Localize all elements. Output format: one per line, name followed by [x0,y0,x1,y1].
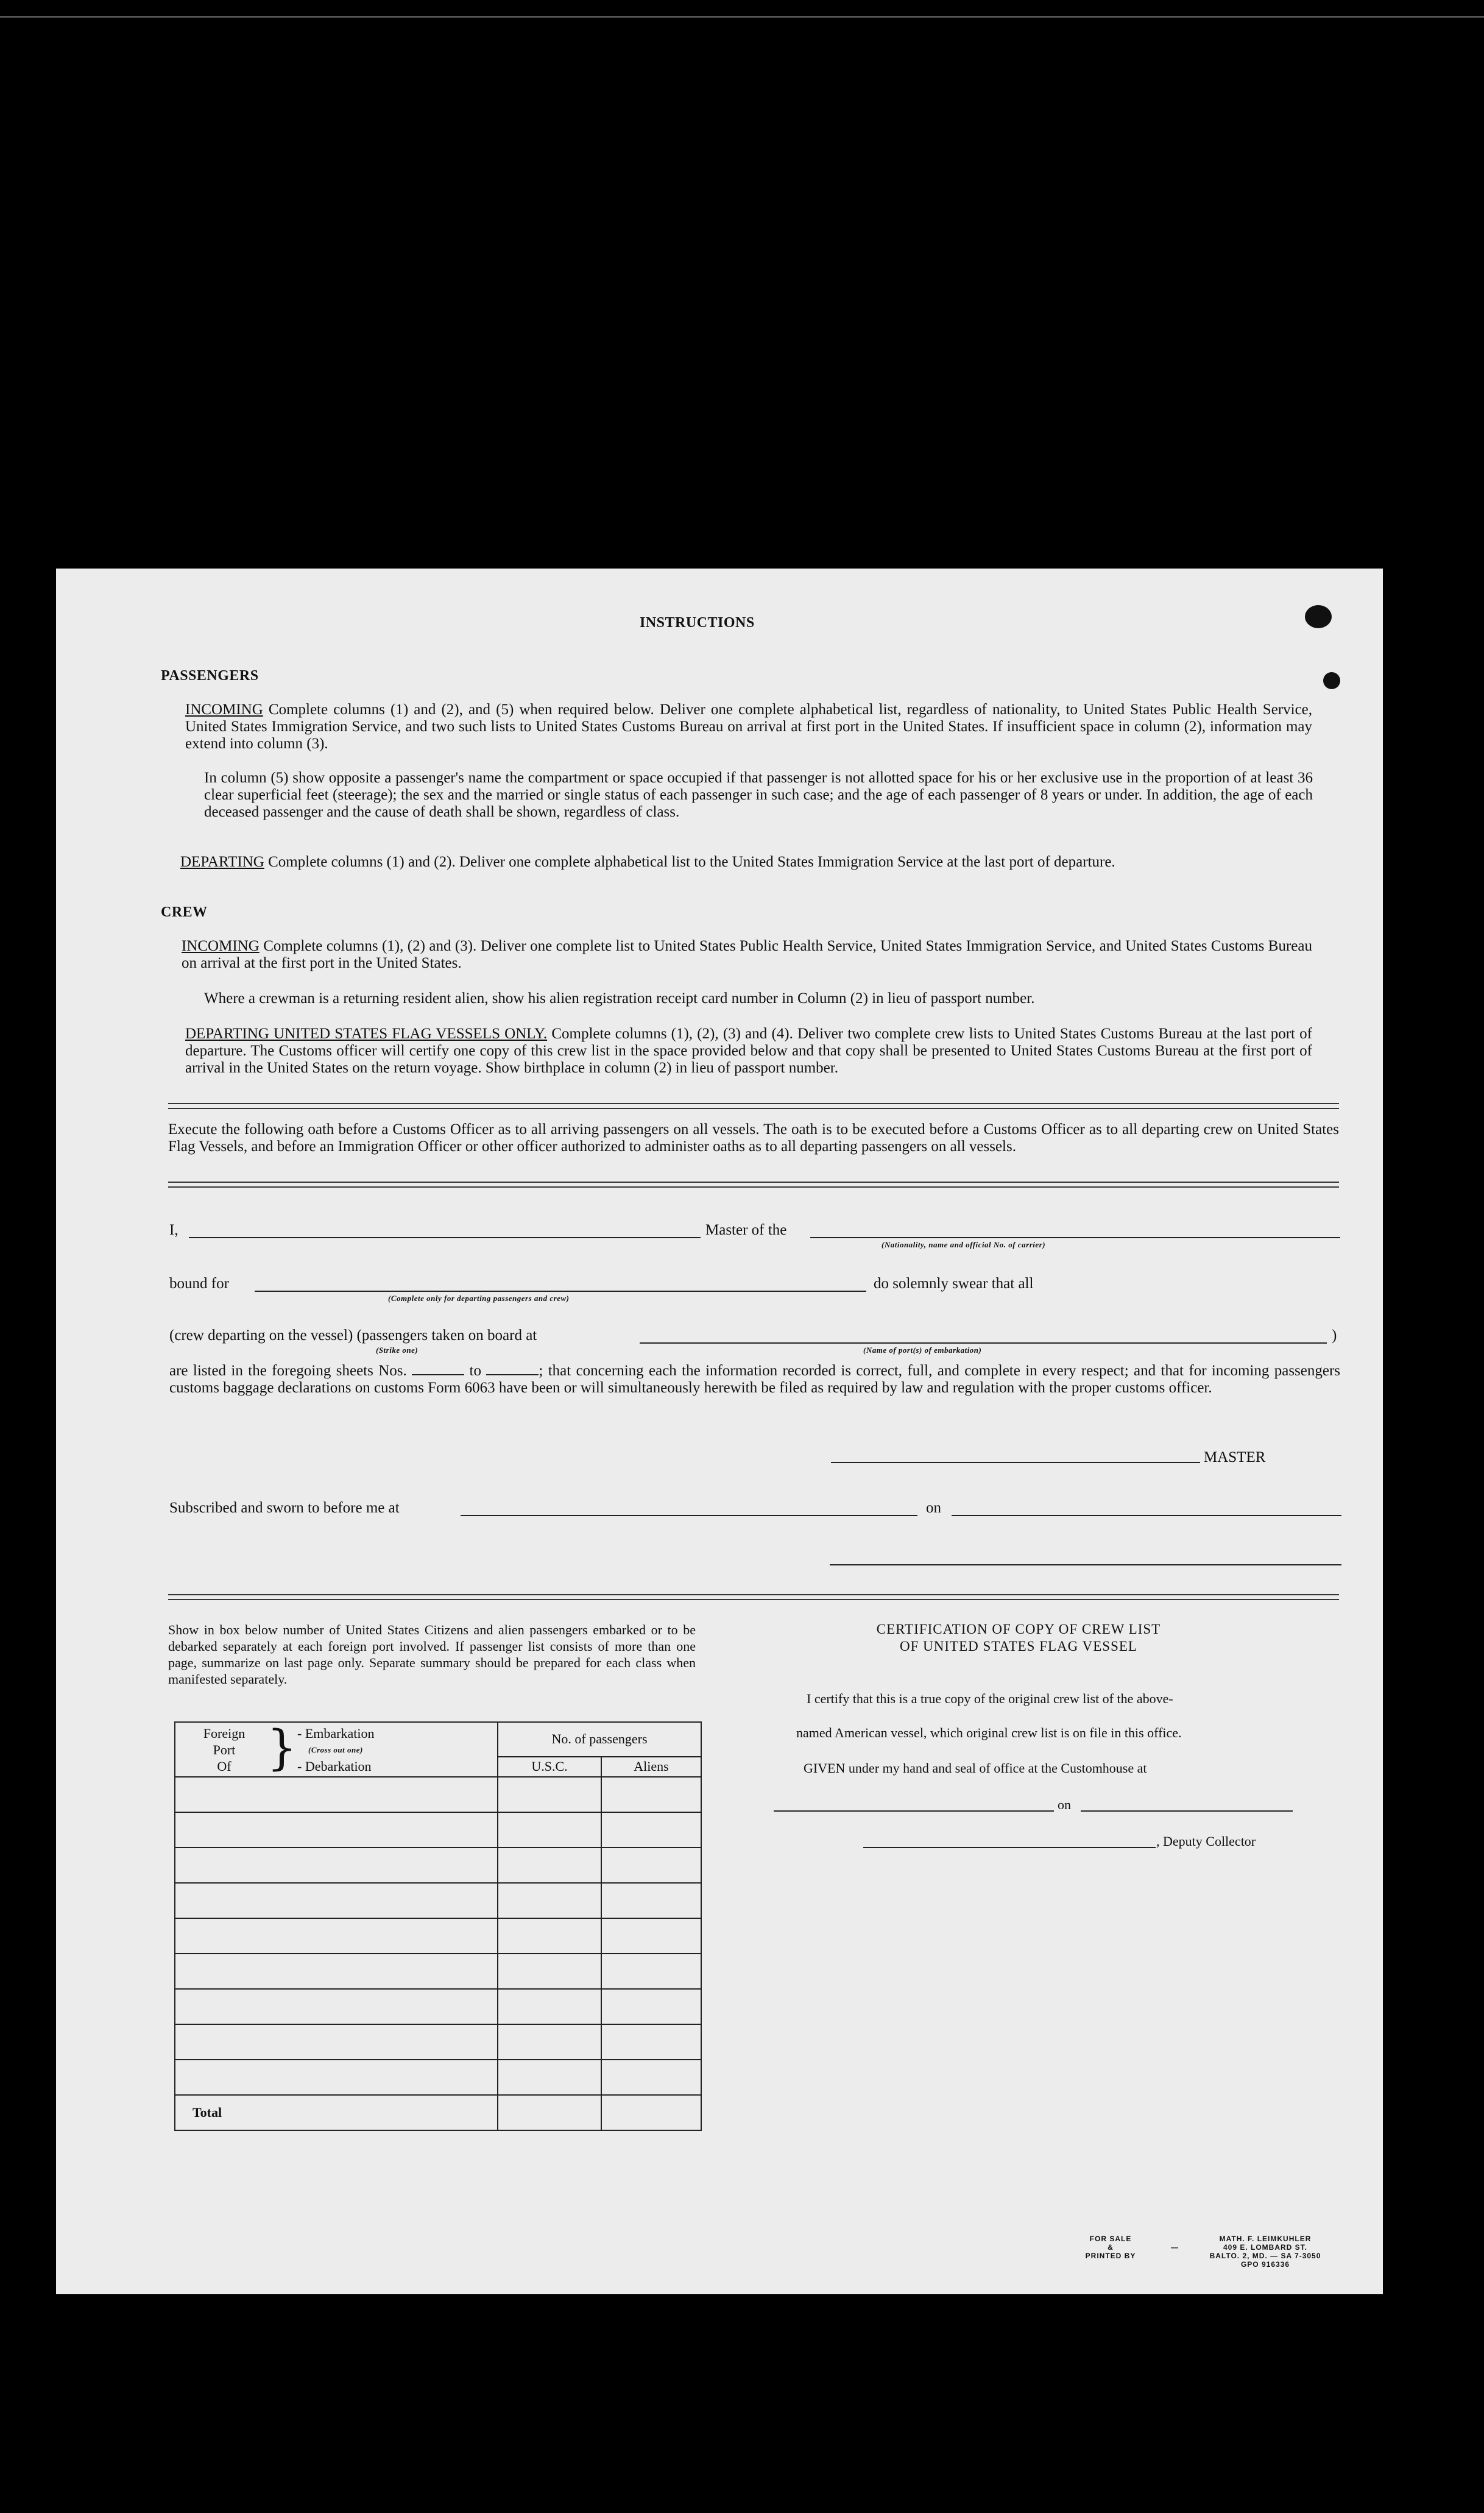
bound-for-caption: (Complete only for departing passengers and crew) [388,1294,570,1303]
certification-line-1: I certify that this is a true copy of the original crew list of the above- [807,1691,1173,1706]
film-edge-line [0,16,1484,18]
passengers-incoming-label: INCOMING [185,701,263,718]
certification-title-line-2: OF UNITED STATES FLAG VESSEL [900,1639,1137,1654]
port-cell[interactable] [175,1848,498,1883]
port-header-cell [175,1722,498,1777]
passengers-departing-text: Complete columns (1) and (2). Deliver one complete alphabetical list to the United States Immigration Service at the last port of departure. [268,854,1115,870]
crew-incoming-text: Complete columns (1), (2) and (3). Deliver one complete list to United States Public Health Service, United States Immigration Service, and United States Customs Bureau on arrival at the first port in the United States. [182,938,1312,971]
port-cell[interactable] [175,1812,498,1848]
usc-cell[interactable] [498,1954,601,1989]
sworn-on-label: on [926,1500,941,1516]
divider-rule [168,1594,1339,1600]
aliens-cell[interactable] [601,1848,701,1883]
aliens-cell[interactable] [601,1812,701,1848]
table-row [175,1848,701,1883]
summary-instructions: Show in box below number of United States Citizens and alien passengers embarked or to be debarked separately at each foreign port involved. If passenger list consists of more than one page, summarize on last page only. Separate summary should be prepared for each class when manifested separately. [168,1622,696,1687]
vessel-field-line[interactable] [810,1237,1340,1238]
aliens-header: Aliens [601,1757,701,1778]
usc-cell[interactable] [498,1812,601,1848]
table-row [175,1989,701,2024]
divider-rule [168,1103,1339,1109]
table-row [175,1777,701,1812]
port-label: Port [213,1742,236,1757]
oath-instructions: Execute the following oath before a Customs Officer as to all arriving passengers on all vessels. The oath is to be executed before a Customs Officer as to all departing crew on United States Flag Vessels, and before an Immigration Officer or other officer authorized to administer oaths as to all departing passengers on all vessels. [168,1121,1339,1155]
aliens-cell[interactable] [601,2024,701,2060]
master-signature-line[interactable] [831,1462,1200,1463]
usc-cell[interactable] [498,1848,601,1883]
aliens-cell[interactable] [601,1883,701,1918]
strike-one-caption: (Strike one) [376,1345,419,1355]
listed-to-label: to [469,1363,481,1379]
port-cell[interactable] [175,1989,498,2024]
sheet-to-field[interactable] [486,1374,539,1375]
of-label: Of [217,1759,231,1774]
certification-date-field-line[interactable] [1081,1810,1293,1812]
aliens-cell[interactable] [601,1989,701,2024]
crew-incoming-paragraph [182,938,1312,972]
subscribed-text: Subscribed and sworn to before me at [169,1500,400,1516]
usc-cell[interactable] [498,2024,601,2060]
footer-printed-by: PRINTED BY [1085,2252,1136,2260]
table-row [175,1883,701,1918]
curly-brace-icon: } [267,1721,297,1776]
passengers-incoming-paragraph [185,701,1312,753]
footer-ampersand: & [1108,2243,1114,2252]
passengers-departing-paragraph [180,854,1312,871]
passengers-heading: PASSENGERS [161,668,259,684]
embarkation-label: - Embarkation [297,1726,375,1741]
port-cell[interactable] [175,1777,498,1812]
footer-printer-city: BALTO. 2, MD. — SA 7-3050 [1209,2252,1321,2260]
embarkation-port-field-line[interactable] [640,1342,1327,1344]
crew-resident-paragraph: Where a crewman is a returning resident alien, show his alien registration receipt card number in Column (2) in lieu of passport number. [204,990,1035,1007]
sworn-date-field-line[interactable] [952,1515,1341,1516]
port-cell[interactable] [175,2060,498,2095]
total-row [175,2095,701,2130]
passenger-summary-table [174,1721,702,2131]
hole-punch [1323,672,1340,689]
debarkation-label: - Debarkation [297,1759,372,1774]
sworn-place-field-line[interactable] [461,1515,917,1516]
close-paren: ) [1332,1327,1337,1344]
footer-for-sale: FOR SALE [1089,2235,1132,2243]
port-cell[interactable] [175,1918,498,1954]
footer-printer-street: 409 E. LOMBARD ST. [1223,2243,1308,2252]
deputy-collector-label: , Deputy Collector [1156,1834,1256,1849]
certification-title [781,1621,1256,1655]
listed-text-start: are listed in the foregoing sheets Nos. [169,1363,407,1379]
form-page [56,569,1383,2294]
table-row [175,1918,701,1954]
page-title: INSTRUCTIONS [640,615,755,631]
passengers-incoming-text: Complete columns (1) and (2), and (5) when required below. Deliver one complete alphabetical list, regardless of nationality, to United States Public Health Service, United States Immigration Service, and two such lists to United States Customs Bureau on arrival at first port in the United States. If insufficient space in column (2), information may extend into column (3). [185,701,1313,752]
usc-total-cell[interactable] [498,2095,601,2130]
name-field-line[interactable] [189,1237,701,1238]
customhouse-field-line[interactable] [774,1810,1054,1812]
crew-passengers-text: (crew departing on the vessel) (passengers taken on board at [169,1327,537,1344]
total-label: Total [175,2095,498,2130]
table-row [175,1812,701,1848]
aliens-cell[interactable] [601,1918,701,1954]
usc-cell[interactable] [498,1883,601,1918]
ink-blot [1305,605,1332,628]
crew-heading: CREW [161,904,208,920]
aliens-cell[interactable] [601,2060,701,2095]
aliens-cell[interactable] [601,1777,701,1812]
usc-header: U.S.C. [498,1757,601,1778]
footer-left [1083,2235,1138,2260]
table-row [175,1954,701,1989]
port-caption: (Name of port(s) of embarkation) [863,1345,982,1355]
bound-for-field-line[interactable] [255,1291,866,1292]
sheet-from-field[interactable] [412,1374,464,1375]
certification-on-label: on [1058,1797,1071,1812]
master-of-label: Master of the [705,1222,787,1238]
listed-paragraph [169,1363,1340,1397]
cross-out-caption: (Cross out one) [308,1745,363,1754]
crew-departing-text: Complete columns (1), (2), (3) and (4). Deliver two complete crew lists to United States Customs Bureau at the last port of departure. The Customs officer will certify one copy of this crew list in the space provided below and that copy shall be presented to United States Customs Bureau at the first port of arrival in the United States on the return voyage. Show birthplace in column (2) in lieu of passport number. [185,1026,1312,1076]
footer-printer-name: MATH. F. LEIMKUHLER [1219,2235,1312,2243]
passengers-column5-paragraph: In column (5) show opposite a passenger's name the compartment or space occupied if that passenger is not allotted space for his or her exclusive use in the proportion of at least 36 clear superficial feet (steerage); the sex and the married or single status of each passenger in such case; and the age of each passenger of 8 years or under. In addition, the age of each deceased passenger and the cause of death shall be shown, regardless of class. [204,770,1313,820]
foreign-label: Foreign [203,1726,246,1741]
passengers-departing-label: DEPARTING [180,854,264,870]
aliens-total-cell[interactable] [601,2095,701,2130]
certification-title-line-1: CERTIFICATION OF COPY OF CREW LIST [876,1622,1161,1637]
table-row [175,2060,701,2095]
listed-text-end: ; that concerning each the information recorded is correct, full, and complete in every respect; and that for incoming passengers customs baggage declarations on customs Form 6063 have been or will simultaneously herewith be filed as required by law and regulation with the proper customs officer. [169,1363,1341,1396]
usc-cell[interactable] [498,1777,601,1812]
usc-cell[interactable] [498,1918,601,1954]
footer-gpo-number: GPO 916336 [1240,2260,1290,2269]
footer-right [1186,2235,1344,2269]
deputy-signature-line[interactable] [863,1847,1156,1848]
port-cell[interactable] [175,2024,498,2060]
usc-cell[interactable] [498,2060,601,2095]
officer-signature-line[interactable] [830,1564,1341,1565]
certification-line-2: named American vessel, which original crew list is on file in this office. [796,1725,1182,1740]
certification-line-3: GIVEN under my hand and seal of office at the Customhouse at [804,1760,1147,1776]
no-passengers-header: No. of passengers [498,1722,701,1757]
port-cell[interactable] [175,1954,498,1989]
table-row [175,2024,701,2060]
swear-text: do solemnly swear that all [874,1275,1034,1292]
crew-incoming-label: INCOMING [182,938,260,954]
master-label: MASTER [1204,1449,1266,1466]
aliens-cell[interactable] [601,1954,701,1989]
port-cell[interactable] [175,1883,498,1918]
oath-i-label: I, [169,1222,178,1238]
bound-for-label: bound for [169,1275,229,1292]
footer-dash: — [1171,2243,1179,2252]
divider-rule [168,1182,1339,1188]
crew-departing-label: DEPARTING UNITED STATES FLAG VESSELS ONLY. [185,1026,548,1042]
nationality-caption: (Nationality, name and official No. of carrier) [882,1240,1046,1249]
usc-cell[interactable] [498,1989,601,2024]
crew-departing-paragraph [185,1026,1312,1077]
